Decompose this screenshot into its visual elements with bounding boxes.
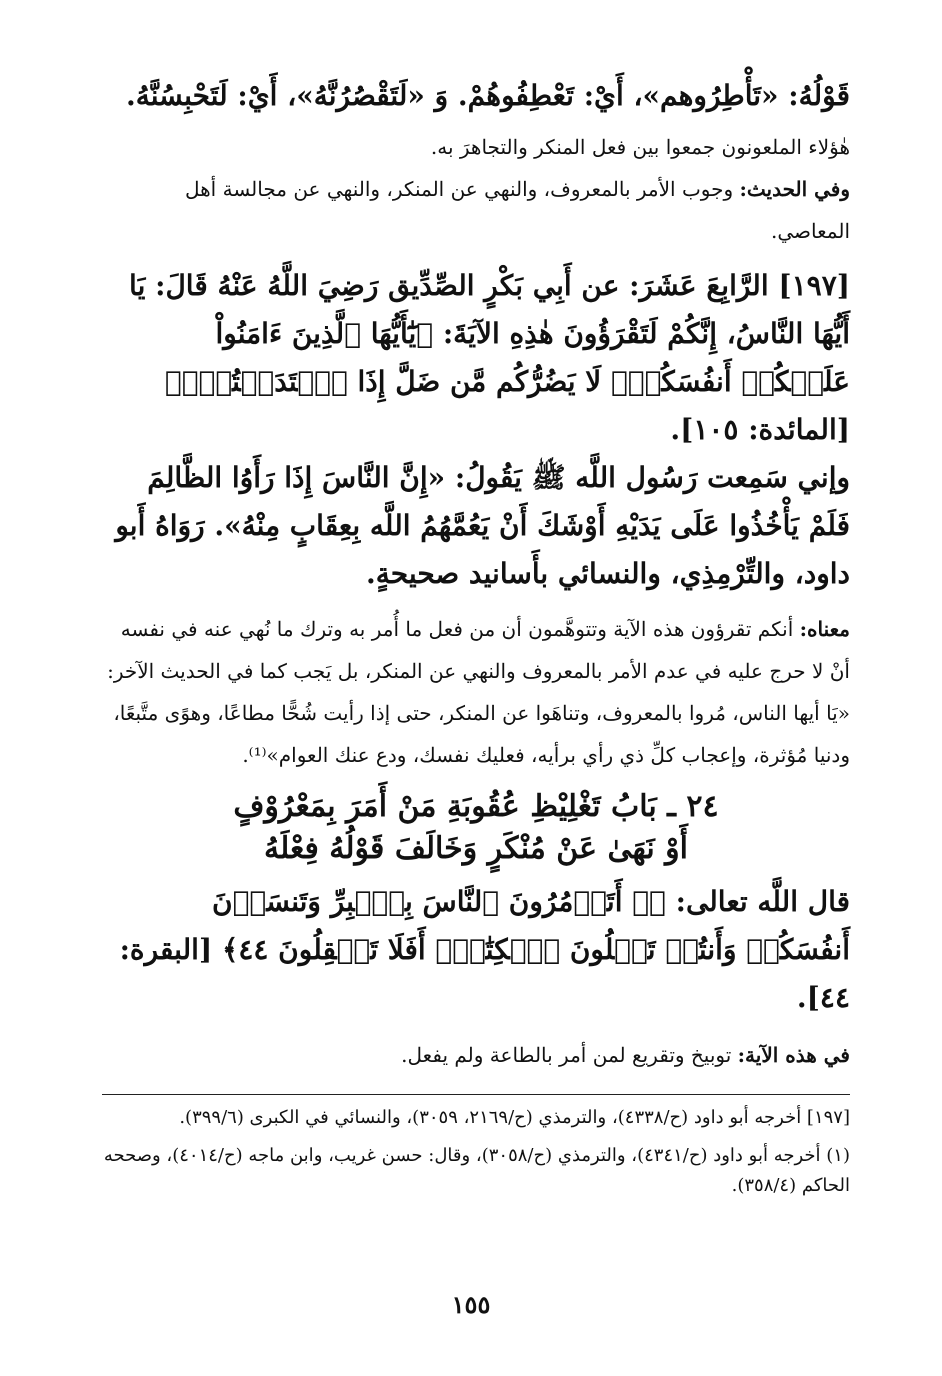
hadith-benefit-text: وجوب الأمر بالمعروف، والنهي عن المنكر، والنهي عن مجالسة أهل المعاصي. <box>184 177 850 243</box>
chapter-heading-line-1: ٢٤ ـ بَابُ تَغْلِيْظِ عُقُوبَةِ مَنْ أَمَرَ بِمَعْرُوْفٍ <box>233 789 719 824</box>
chapter-heading-line-2: أَوْ نَهَىٰ عَنْ مُنْكَرٍ وَخَالَفَ قَوْلُهُ فِعْلَهُ <box>264 831 688 866</box>
cursed-note: هٰؤلاء الملعونون جمعوا بين فعل المنكر والتجاهرَ به. <box>430 135 850 159</box>
footnote-divider <box>102 1094 850 1095</box>
meaning-paragraph <box>102 608 850 776</box>
chapter-heading <box>102 786 850 870</box>
hadith-benefit-paragraph <box>102 168 850 252</box>
ayah-note-label: في هذه الآية: <box>737 1043 850 1067</box>
ayah-note-text: توبيخ وتقريع لمن أمر بالطاعة ولم يفعل. <box>401 1043 738 1067</box>
meaning-text: أنكم تقرؤون هذه الآية وتتوهَّمون أن من فعل ما أُمر به وترك ما نُهي عنه في نفسه أنْ لا حرج عليه في عدم الأمر بالمعروف والنهي عن المنكر، بل يَجب كما في الحديث الآخر: «يَا أيها الناس، مُروا بالمعروف، وتناهَوا عن المنكر، حتى إذا رأيت شُحًّا مطاعًا، وهوًى متَّبعًا، ودنيا مُؤثرة، وإعجاب كلِّ ذي رأي برأيه، فعليك نفسك، ودع عنك العوام»⁽¹⁾. <box>107 617 850 767</box>
hadith-197-intro: [١٩٧] الرَّابِعَ عَشَرَ: عن أَبِي بَكْرٍ الصِّدِّيق رَضِيَ اللَّهُ عَنْهُ قَالَ: يَا أَيُّهَا النَّاسُ، إِنَّكُمْ لَتَقْرَؤُونَ هٰذِهِ الآيَةَ: ﴿يَٰٓأَيُّهَا ٱلَّذِينَ ءَامَنُواْ عَلَيۡكُمۡ أَنفُسَكُمۡۖ لَا يَضُرُّكُم مَّن ضَلَّ إِذَا ٱهۡتَدَيۡتُمۡۚ﴾ [المائدة: ١٠٥]. <box>129 269 850 446</box>
footnote-197: [١٩٧] أخرجه أبو داود (ح/٤٣٣٨)، والترمذي (ح/٢١٦٩، ٣٠٥٩)، والنسائي في الكبرى (٣٩٩/٦). <box>179 1107 850 1128</box>
quran-verse-paragraph: قال اللَّه تعالى: ﴿۞ أَتَأۡمُرُونَ ٱلنَّاسَ بِٱلۡبِرِّ وَتَنسَوۡنَ أَنفُسَكُمۡ وَأَنتُمۡ تَتۡلُونَ ٱلۡكِتَٰبَۚ أَفَلَا تَعۡقِلُونَ ٤٤﴾ [البقرة: ٤٤]. <box>119 885 850 1014</box>
page-number: ١٥٥ <box>451 1290 491 1319</box>
ayah-note-paragraph <box>102 1034 850 1076</box>
quote-explanation-line: قَوْلُهُ: «تَأْطِرُوهم»، أَيْ: تَعْطِفُوهُمْ. وَ «لَتَقْصُرُنَّهُ»، أَيْ: لَتَحْبِسُنَّهُ. <box>125 79 850 112</box>
meaning-label: معناه: <box>799 617 850 641</box>
hadith-197-continuation: وإني سَمِعت رَسُول اللَّه ﷺ يَقُولُ: «إِنَّ النَّاسَ إِذَا رَأَوُا الظَّالِمَ فَلَمْ يَأْخُذُوا عَلَى يَدَيْهِ أَوْشَكَ أَنْ يَعُمَّهُمُ اللَّه بِعِقَابٍ مِنْهُ». رَوَاهُ أَبو داود، والتِّرْمِذِي، والنسائي بأَسانيد صحيحةٍ. <box>115 461 850 590</box>
hadith-benefit-label: وفي الحديث: <box>739 177 850 201</box>
footnote-1: (١) أخرجه أبو داود (ح/٤٣٤١)، والترمذي (ح/٣٠٥٨)، وقال: حسن غريب، وابن ماجه (ح/٤٠١٤)، وصححه الحاكم (٣٥٨/٤). <box>103 1145 850 1196</box>
